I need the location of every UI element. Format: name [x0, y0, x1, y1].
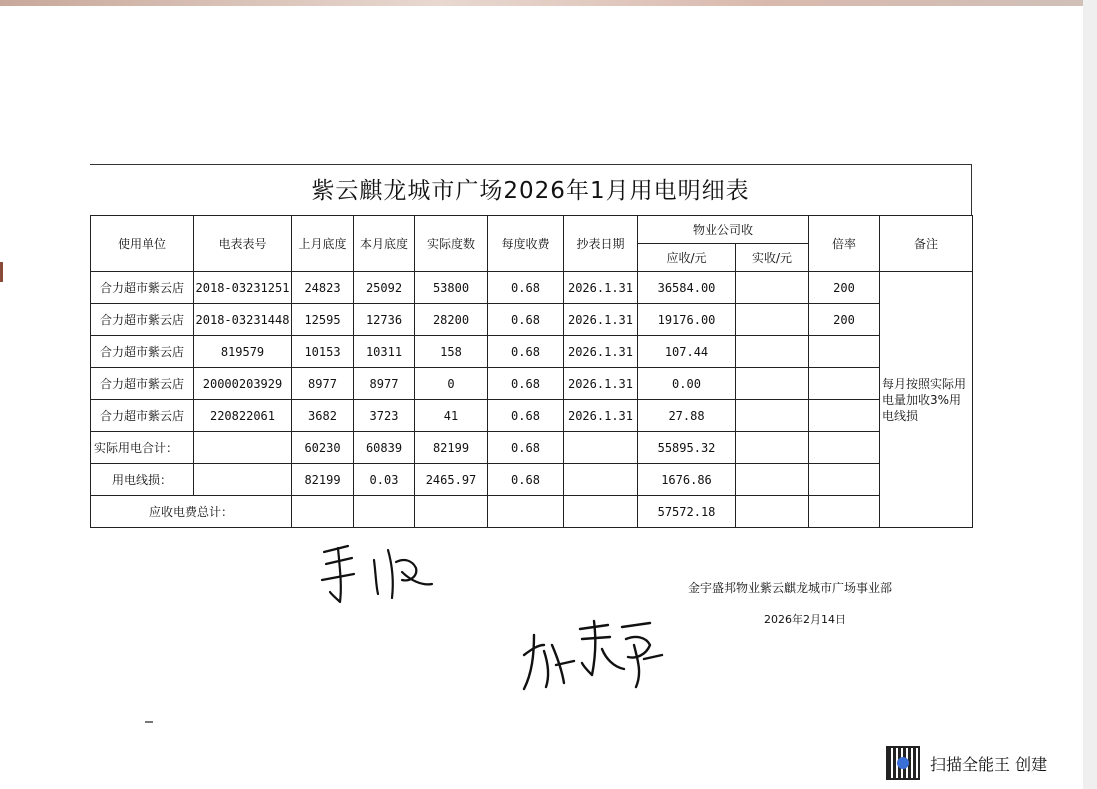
cell-receivable: 57572.18 [638, 496, 736, 528]
cell-unit: 合力超市紫云店 [91, 272, 194, 304]
qr-code-icon [886, 746, 920, 780]
cell-price: 0.68 [488, 400, 564, 432]
cell-last: 3682 [292, 400, 354, 432]
cell-empty [292, 496, 354, 528]
cell-empty [194, 432, 292, 464]
cell-usage: 53800 [415, 272, 488, 304]
cell-receivable: 19176.00 [638, 304, 736, 336]
total-usage-row [91, 432, 973, 464]
scanner-watermark-text: 扫描全能王 创建 [930, 754, 1048, 774]
cell-unit: 合力超市紫云店 [91, 368, 194, 400]
cell-current: 3723 [354, 400, 415, 432]
cell-price: 0.68 [488, 368, 564, 400]
cell-usage: 0 [415, 368, 488, 400]
header-property-group: 物业公司收 [638, 216, 809, 244]
cell-unit: 合力超市紫云店 [91, 336, 194, 368]
cell-multiplier [809, 400, 880, 432]
cell-empty [354, 496, 415, 528]
cell-multiplier: 200 [809, 272, 880, 304]
cell-empty [736, 496, 809, 528]
header-received: 实收/元 [736, 244, 809, 272]
table-row [91, 368, 973, 400]
cell-receivable: 107.44 [638, 336, 736, 368]
handwritten-signature-2 [518, 615, 668, 695]
cell-empty [564, 464, 638, 496]
cell-receivable: 27.88 [638, 400, 736, 432]
header-meter-no: 电表表号 [194, 216, 292, 272]
cell-empty [564, 496, 638, 528]
document-title: 紫云麒龙城市广场2026年1月用电明细表 [90, 164, 972, 216]
cell-meter-no: 2018-03231251 [194, 272, 292, 304]
handwritten-signature-1 [318, 540, 448, 610]
table-row [91, 336, 973, 368]
cell-date: 2026.1.31 [564, 400, 638, 432]
cell-current: 0.03 [354, 464, 415, 496]
cell-price: 0.68 [488, 464, 564, 496]
cell-current: 10311 [354, 336, 415, 368]
cell-last: 60230 [292, 432, 354, 464]
cell-empty [415, 496, 488, 528]
cell-meter-no: 819579 [194, 336, 292, 368]
cell-last: 10153 [292, 336, 354, 368]
cell-meter-no: 2018-03231448 [194, 304, 292, 336]
cell-empty [809, 496, 880, 528]
cell-current: 8977 [354, 368, 415, 400]
cell-price: 0.68 [488, 336, 564, 368]
cell-empty [564, 432, 638, 464]
cell-last: 8977 [292, 368, 354, 400]
cell-empty [736, 432, 809, 464]
cell-usage: 28200 [415, 304, 488, 336]
cell-usage: 41 [415, 400, 488, 432]
cell-meter-no: 220822061 [194, 400, 292, 432]
cell-received [736, 272, 809, 304]
line-loss-row [91, 464, 973, 496]
cell-empty [194, 464, 292, 496]
paper-edge-mark [0, 262, 3, 282]
cell-receivable: 1676.86 [638, 464, 736, 496]
cell-date: 2026.1.31 [564, 272, 638, 304]
electricity-detail-table [90, 215, 973, 528]
total-usage-label: 实际用电合计： [91, 432, 194, 464]
header-price: 每度收费 [488, 216, 564, 272]
cell-price: 0.68 [488, 304, 564, 336]
header-actual-usage: 实际度数 [415, 216, 488, 272]
header-multiplier: 倍率 [809, 216, 880, 272]
cell-received [736, 400, 809, 432]
cell-price: 0.68 [488, 432, 564, 464]
cell-last: 12595 [292, 304, 354, 336]
cell-received [736, 368, 809, 400]
cell-received [736, 304, 809, 336]
cell-current: 12736 [354, 304, 415, 336]
cell-multiplier [809, 368, 880, 400]
header-this-month: 本月底度 [354, 216, 415, 272]
cell-remark: 每月按照实际用电量加收3%用电线损 [880, 272, 973, 528]
header-read-date: 抄表日期 [564, 216, 638, 272]
header-row-1 [91, 216, 973, 244]
cell-receivable: 0.00 [638, 368, 736, 400]
table-row [91, 400, 973, 432]
line-loss-label: 用电线损： [91, 464, 194, 496]
cell-date: 2026.1.31 [564, 336, 638, 368]
cell-usage: 2465.97 [415, 464, 488, 496]
table-row [91, 304, 973, 336]
cell-received [736, 336, 809, 368]
grand-total-label: 应收电费总计： [91, 496, 292, 528]
cell-receivable: 36584.00 [638, 272, 736, 304]
grand-total-row [91, 496, 973, 528]
header-last-month: 上月底度 [292, 216, 354, 272]
cell-usage: 158 [415, 336, 488, 368]
cell-empty [488, 496, 564, 528]
paper-right-edge [1083, 0, 1097, 789]
document-date: 2026年2月14日 [764, 613, 846, 626]
cell-multiplier [809, 336, 880, 368]
scanner-watermark [886, 745, 1047, 781]
cell-last: 82199 [292, 464, 354, 496]
cell-meter-no: 20000203929 [194, 368, 292, 400]
cell-empty [809, 464, 880, 496]
header-remark: 备注 [880, 216, 973, 272]
cell-last: 24823 [292, 272, 354, 304]
cell-price: 0.68 [488, 272, 564, 304]
organization-name: 金宇盛邦物业紫云麒龙城市广场事业部 [688, 581, 893, 595]
cell-current: 25092 [354, 272, 415, 304]
cell-receivable: 55895.32 [638, 432, 736, 464]
cell-current: 60839 [354, 432, 415, 464]
cell-unit: 合力超市紫云店 [91, 400, 194, 432]
cell-multiplier: 200 [809, 304, 880, 336]
cell-date: 2026.1.31 [564, 304, 638, 336]
cell-date: 2026.1.31 [564, 368, 638, 400]
cell-empty [736, 464, 809, 496]
header-unit: 使用单位 [91, 216, 194, 272]
cell-empty [809, 432, 880, 464]
table-row [91, 272, 973, 304]
header-receivable: 应收/元 [638, 244, 736, 272]
paper-top-edge [0, 0, 1097, 6]
paper-mark [145, 721, 153, 723]
cell-usage: 82199 [415, 432, 488, 464]
cell-unit: 合力超市紫云店 [91, 304, 194, 336]
